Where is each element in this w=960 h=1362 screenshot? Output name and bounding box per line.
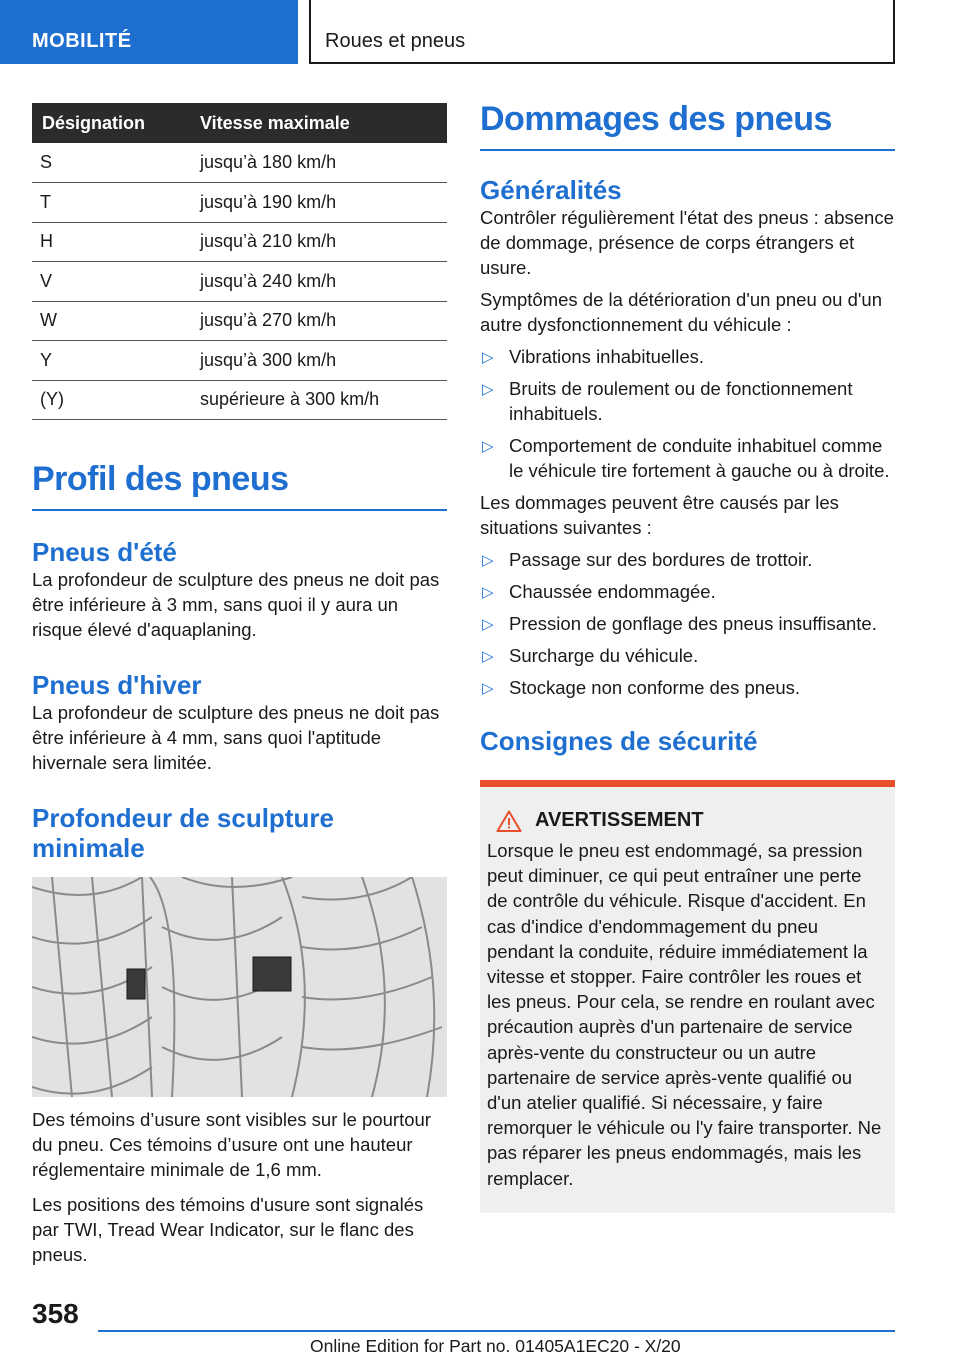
- table-cell-speed: jusqu’à 240 km/h: [190, 262, 447, 302]
- table-cell-speed: jusqu’à 180 km/h: [190, 143, 447, 183]
- list-item: ▷ Comportement de conduite inhabituel comme le véhicule tire fortement à gauche ou à droite.: [482, 435, 890, 481]
- triangle-bullet-icon: ▷: [482, 349, 494, 366]
- triangle-bullet-icon: ▷: [482, 584, 494, 601]
- table-cell-code: S: [32, 143, 190, 183]
- symptoms-list: [480, 344, 895, 483]
- table-header-vitesse: Vitesse maximale: [190, 103, 447, 143]
- text-symptomes: Symptômes de la détérioration d'un pneu ou d'un autre dysfonctionnement du véhicule :: [480, 289, 882, 335]
- heading-dommages: Dommages des pneus: [480, 100, 895, 151]
- table-cell-code: (Y): [32, 380, 190, 420]
- table-cell-code: T: [32, 183, 190, 223]
- footer-divider: [98, 1330, 895, 1332]
- table-row: [32, 341, 447, 381]
- text-pneus-ete: La profondeur de sculpture des pneus ne doit pas être inférieure à 3 mm, sans quoi il y aura un risque élevé d'aquaplaning.: [32, 569, 440, 640]
- table-row: [32, 262, 447, 302]
- list-item: ▷ Bruits de roulement ou de fonctionnement inhabituels.: [482, 378, 853, 424]
- tire-tread-illustration: [32, 877, 447, 1097]
- heading-pneus-hiver: Pneus d'hiver: [32, 670, 202, 700]
- table-row: [32, 301, 447, 341]
- heading-pneus-ete: Pneus d'été: [32, 537, 177, 567]
- triangle-bullet-icon: ▷: [482, 648, 494, 665]
- triangle-bullet-icon: ▷: [482, 680, 494, 697]
- list-item: ▷ Chaussée endommagée.: [480, 579, 895, 604]
- list-item: ▷ Passage sur des bordures de trottoir.: [480, 547, 895, 572]
- table-cell-code: Y: [32, 341, 190, 381]
- triangle-bullet-icon: ▷: [482, 616, 494, 633]
- list-item: ▷ Stockage non conforme des pneus.: [480, 675, 895, 700]
- text-pneus-hiver: La profondeur de sculpture des pneus ne doit pas être inférieure à 4 mm, sans quoi l'aptitude hivernale sera limitée.: [32, 702, 440, 773]
- list-item: ▷ Surcharge du véhicule.: [480, 643, 895, 668]
- table-row: [32, 222, 447, 262]
- warning-text: Lorsque le pneu est endommagé, sa pression peut diminuer, ce qui peut entraîner une perte de contrôle du véhicule. Risque d'accident. En cas d'indice d'endommagement du pneu pendant la conduite, réduire immédiatement la vitesse et stopper. Faire contrôler les roues et les pneus. Pour cela, se rendre en roulant avec précaution auprès d'un partenaire de service après-vente du constructeur ou un autre partenaire de service après-vente qualifié ou d'un atelier qualifié. Si nécessaire, y faire remorquer le véhicule ou l'y faire transporter. Ne pas réparer les pneus endommagés, mais les remplacer.: [487, 840, 882, 1189]
- heading-profondeur-minimale: Profondeur de sculpture minimale: [32, 803, 334, 863]
- table-header-designation: Désignation: [32, 103, 190, 143]
- table-cell-speed: jusqu’à 210 km/h: [190, 222, 447, 262]
- right-column: [480, 100, 895, 1213]
- text-twi: Les positions des témoins d'usure sont signalés par TWI, Tread Wear Indicator, sur le flanc des pneus.: [32, 1194, 424, 1265]
- table-cell-code: H: [32, 222, 190, 262]
- speed-rating-table: [32, 103, 447, 420]
- triangle-bullet-icon: ▷: [482, 438, 494, 455]
- header-divider: [298, 0, 311, 64]
- warning-title: AVERTISSEMENT: [535, 809, 704, 831]
- page-number: 358: [32, 1298, 79, 1329]
- heading-profil: Profil des pneus: [32, 460, 447, 511]
- warning-triangle-icon: [496, 810, 522, 832]
- table-cell-code: W: [32, 301, 190, 341]
- left-column: [32, 103, 447, 1267]
- triangle-bullet-icon: ▷: [482, 552, 494, 569]
- table-row: [32, 143, 447, 183]
- heading-consignes: Consignes de sécurité: [480, 726, 758, 756]
- warning-box: [480, 780, 895, 1213]
- section-tab: MOBILITÉ: [0, 0, 298, 64]
- footer-edition: Online Edition for Part no. 01405A1EC20 - X/20: [310, 1336, 681, 1356]
- table-cell-speed: jusqu’à 190 km/h: [190, 183, 447, 223]
- text-causes-intro: Les dommages peuvent être causés par les situations suivantes :: [480, 492, 839, 538]
- heading-generalites: Généralités: [480, 175, 622, 205]
- page-topic: Roues et pneus: [311, 0, 895, 64]
- table-cell-speed: jusqu’à 300 km/h: [190, 341, 447, 381]
- list-item: ▷ Pression de gonflage des pneus insuffisante.: [480, 611, 895, 636]
- table-row: [32, 380, 447, 420]
- causes-list: [480, 547, 895, 700]
- triangle-bullet-icon: ▷: [482, 381, 494, 398]
- tire-tread-icon: [32, 877, 447, 1097]
- table-cell-speed: supérieure à 300 km/h: [190, 380, 447, 420]
- table-row: [32, 183, 447, 223]
- warning-header: [496, 809, 887, 832]
- list-item: ▷ Vibrations inhabituelles.: [480, 344, 895, 369]
- table-cell-code: V: [32, 262, 190, 302]
- text-temoins-usure: Des témoins d’usure sont visibles sur le pourtour du pneu. Ces témoins d’usure ont une hauteur réglementaire minimale de 1,6 mm.: [32, 1109, 431, 1180]
- table-cell-speed: jusqu’à 270 km/h: [190, 301, 447, 341]
- table-header-row: [32, 103, 447, 143]
- text-controle: Contrôler régulièrement l'état des pneus : absence de dommage, présence de corps étrangers et usure.: [480, 207, 894, 278]
